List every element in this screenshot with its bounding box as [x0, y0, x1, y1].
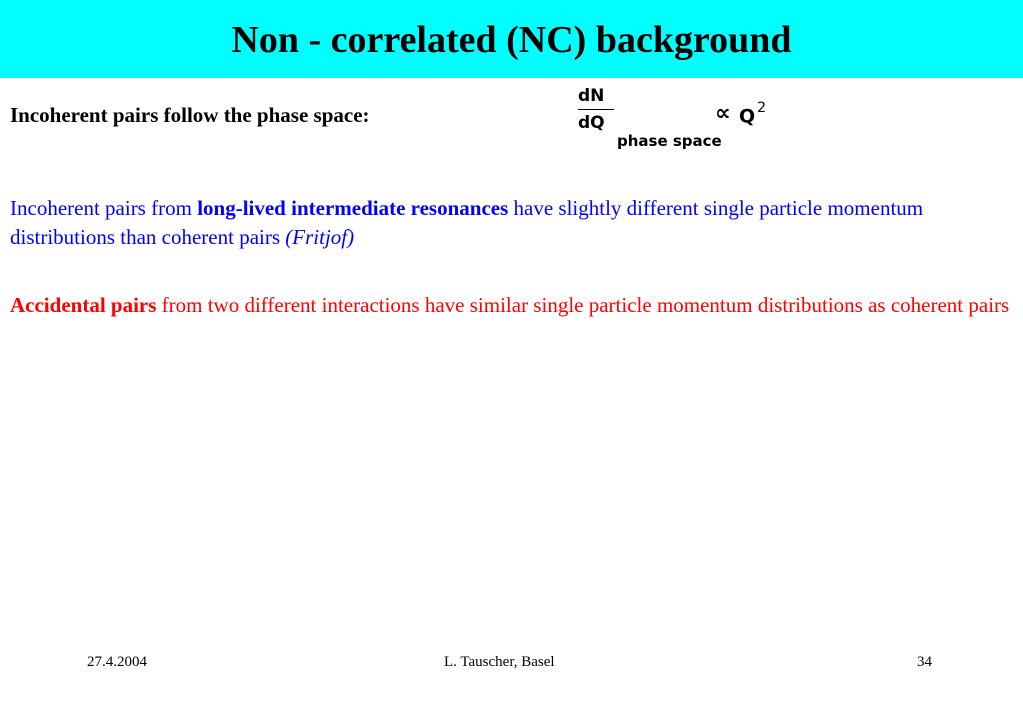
accidental-text: from two different interactions have similar single particle momentum distributions as coherent pairs [156, 293, 1010, 317]
proportional-symbol: ∝ [715, 101, 731, 126]
formula-rhs [739, 100, 767, 128]
resonance-citation: (Fritjof) [285, 225, 355, 249]
fraction-denominator: dQ [578, 113, 605, 133]
intro-text: Incoherent pairs follow the phase space: [10, 103, 370, 127]
footer-page-number: 34 [917, 654, 932, 670]
formula-subscript: phase space [617, 132, 722, 150]
fraction-bar [578, 109, 614, 110]
rhs-exponent: 2 [757, 100, 767, 116]
derivative-fraction [578, 86, 618, 133]
resonance-paragraph [10, 194, 1010, 252]
footer-author: L. Tauscher, Basel [444, 654, 555, 670]
slide-title: Non - correlated (NC) background [231, 19, 792, 61]
rhs-base: Q [739, 105, 756, 128]
phase-space-formula [575, 86, 795, 156]
resonance-text-2: have slightly different single particle momentum distributions than coherent pairs [10, 196, 924, 249]
fraction-numerator: dN [578, 86, 605, 106]
footer-date: 27.4.2004 [87, 654, 147, 670]
accidental-bold-phrase: Accidental pairs [10, 293, 157, 317]
accidental-paragraph [10, 291, 1010, 320]
resonance-bold-phrase: long-lived intermediate resonances [197, 196, 509, 220]
resonance-text-1: Incoherent pairs from [10, 196, 198, 220]
